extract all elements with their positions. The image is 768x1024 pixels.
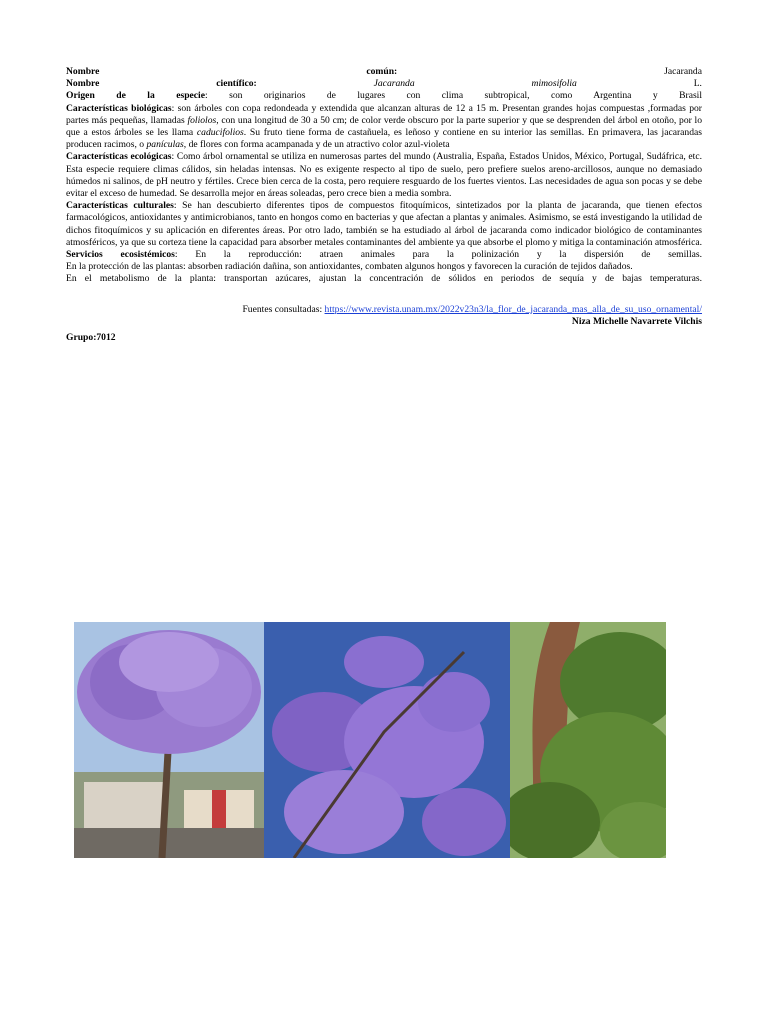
ecological-label: Características ecológicas <box>66 151 172 163</box>
biological-text-1: : son árboles con copa redondeada y extendida que alcanzan alturas de 12 a 15 m. Presentan grandes hojas compuestas ,formadas por partes más pequeñas, llamadas <box>66 102 702 126</box>
scientific-name-line <box>66 78 702 90</box>
sources-label: Fuentes consultadas: <box>242 303 323 315</box>
cultural-paragraph <box>66 200 702 249</box>
term-paniculas: panículas <box>146 139 184 151</box>
source-link[interactable]: https://www.revista.unam.mx/2022v23n3/la_flor_de_jacaranda_mas_alla_de_su_uso_ornamental/ <box>324 303 702 315</box>
origin-label-b: de <box>116 90 126 102</box>
common-name-mid: común: <box>366 66 398 77</box>
services-paragraph-1 <box>66 249 702 261</box>
biological-text-3: . Su fruto tiene forma de castañuela, es leñoso y contiene en su interior las semillas. En primavera, las jacarandas producen racimos, o <box>66 127 703 151</box>
common-name-line <box>66 66 702 78</box>
services-paragraph-3: En el metabolismo de la planta: transportan azúcares, ajustan la concentración de sólidos en periodos de sequía y de bajas temperaturas. <box>66 273 702 285</box>
origin-label-c: la <box>147 90 155 102</box>
cultural-label: Características culturales <box>66 200 174 212</box>
jacaranda-tree-photo <box>74 622 264 858</box>
photo-strip <box>74 622 666 858</box>
document-body <box>66 66 702 344</box>
biological-paragraph <box>66 103 702 152</box>
biological-text-4: , de flores con forma acampanada y de un atractivo color azul-violeta <box>183 139 450 151</box>
scientific-name-mid: científico: <box>216 78 257 90</box>
scientific-name-label: Nombre <box>66 78 100 90</box>
jacaranda-leaves-photo <box>510 622 666 858</box>
origin-paragraph <box>66 90 702 102</box>
services-text-1: : En la reproducción: atraen animales para la polinización y la dispersión de semillas. <box>174 249 703 261</box>
common-name-value: Jacaranda <box>664 66 702 77</box>
author-name: Niza Michelle Navarrete Vilchis <box>571 315 702 327</box>
origin-label-a: Origen <box>66 90 95 102</box>
origin-label-d: especie <box>176 90 205 102</box>
term-caducifolios: caducifolios <box>196 127 244 139</box>
ecological-text: : Como árbol ornamental se utiliza en numerosas partes del mundo (Australia, España, Estados Unidos, México, Portugal, Sudáfrica, etc. Esta especie requiere climas cálidos, sin heladas intensas. No es exigente respecto al tipo de suelo, pero prefiere suelos areno-arcillosos, aunque no demasiado húmedos ni salinos, de pH neutro y fértiles. Crece bien cerca de la costa, pero requiere resguardo de los fuertes vientos. Las necesidades de agua son pocas y se debe evitar el exceso de humedad. Se desarrolla mejor en áreas soleadas, pero crece bien a media sombra. <box>66 151 702 200</box>
sources-line <box>66 304 702 316</box>
origin-text: : son originarios de lugares con clima subtropical, como Argentina y Brasil <box>204 90 703 102</box>
ecological-paragraph <box>66 151 702 200</box>
jacaranda-flowers-photo <box>264 622 510 858</box>
term-foliolos: foliolos <box>187 114 217 126</box>
cultural-text: : Se han descubierto diferentes tipos de compuestos fitoquímicos, sintetizados por la planta de jacaranda, que tienen efectos farmacológicos, antioxidantes y antimicrobianos, tanto en hongos como en bacterias y que afectan a plantas y animales. Asimismo, se está investigando la utilidad de dichos fitoquímicos y su aplicación en diferentes áreas. Por otro lado, también se ha estudiado al árbol de jacaranda como indicador biológico de contaminantes atmosféricos, ya que su corteza tiene la capacidad para absorber metales contaminantes del ambiente ya que absorbe el plomo y mitiga la contaminación atmosférica. <box>66 200 702 248</box>
group-label <box>66 332 702 344</box>
scientific-genus: Jacaranda <box>373 78 415 90</box>
services-paragraph-2: En la protección de las plantas: absorben radiación dañina, son antioxidantes, combaten algunos hongos y favorecen la curación de tejidos dañados. <box>66 261 633 273</box>
scientific-species: mimosifolia <box>531 78 577 90</box>
biological-label: Características biológicas <box>66 102 172 114</box>
biological-text-2: , con una longitud de 30 a 50 cm; de color verde obscuro por la parte superior y que se desprenden del árbol en otoño, por lo que a estos árboles se les llama <box>66 114 702 139</box>
group-text: Grupo:7012 <box>66 332 116 344</box>
scientific-author: L. <box>693 78 702 90</box>
common-name-label: Nombre <box>66 66 100 77</box>
services-label: Servicios ecosistémicos <box>66 249 175 261</box>
